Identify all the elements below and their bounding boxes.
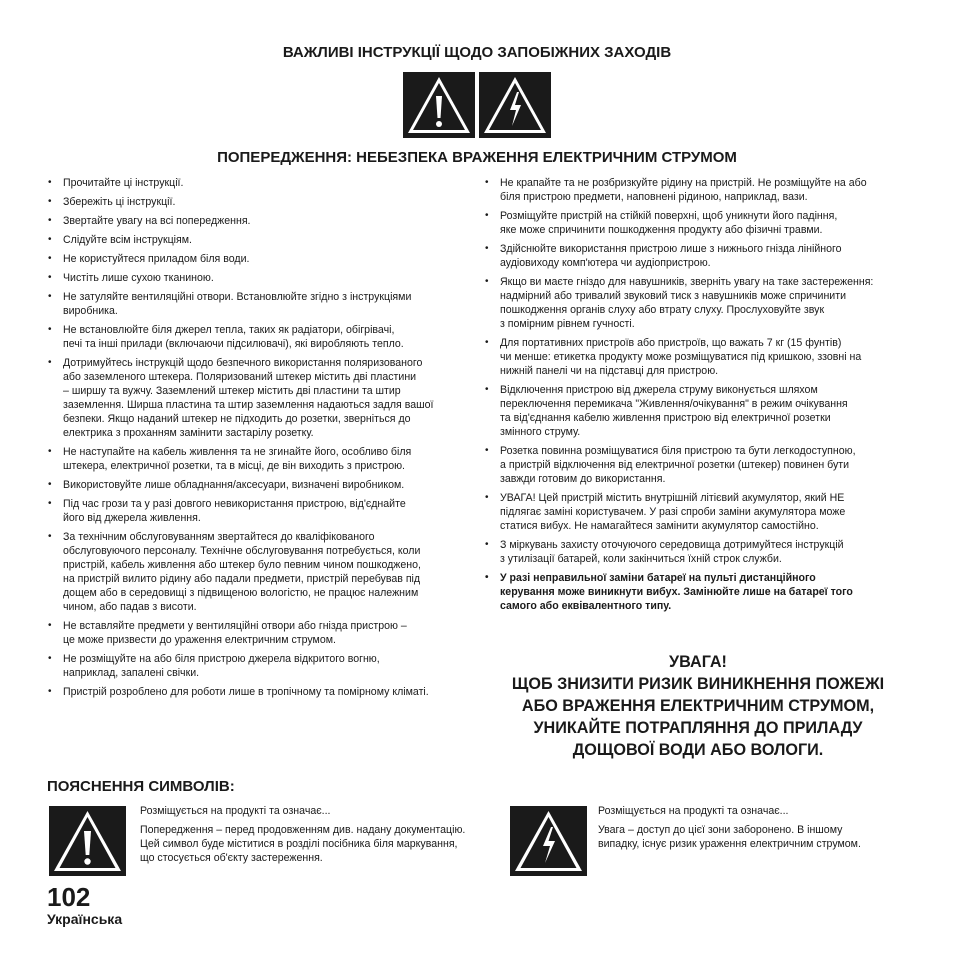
list-item: • Слідуйте всім інструкціям. — [47, 233, 472, 247]
warning-heading: ПОПЕРЕДЖЕННЯ: НЕБЕЗПЕКА ВРАЖЕННЯ ЕЛЕКТРИЧНИМ СТРУМОМ — [217, 149, 737, 166]
list-item: • Прочитайте ці інструкції. — [47, 176, 472, 190]
list-item: • Для портативних пристроїв або пристроїв, що важать 7 кг (15 фунтів) чи менше: етикетка продукту може розміщуватися під кришкою, ззовні на нижній панелі чи на підставці для пристрою. — [484, 336, 904, 378]
list-item: • Відключення пристрою від джерела струму виконується шляхом переключення перемикача "Живлення/очікування" в режим очікування та від'єднання кабелю живлення пристрою від електричної розетки змінного струму. — [484, 383, 904, 439]
list-item: • Якщо ви маєте гніздо для навушників, зверніть увагу на таке застереження: надмірний або тривалий звуковий тиск з навушників може спричинити пошкодження органів слуху або втрату слуху. Прослуховуйте звук з помірним рівнем гучності. — [484, 275, 904, 331]
page-number: 102 — [47, 882, 91, 912]
list-item: • Не наступайте на кабель живлення та не згинайте його, особливо біля штекера, електричної розетки, та в місці, де він виходить з пристрою. — [47, 445, 472, 473]
list-item: • Розміщуйте пристрій на стійкій поверхні, щоб уникнути його падіння, яке може спричинити пошкодження продукту або фізичні травми. — [484, 209, 904, 237]
exclamation-triangle-icon — [49, 806, 126, 876]
list-item: • З міркувань захисту оточуючого середовища дотримуйтеся інструкцій з утилізації батарей, коли закінчиться їхній строк служби. — [484, 538, 904, 566]
caution-block — [484, 651, 912, 761]
legend-exclamation-line2: Попередження – перед продовженням див. надану документацію. Цей символ буде міститися в розділі посібника біля маркування, що стосується об'єкту застереження. — [140, 824, 466, 864]
list-item: • За технічним обслуговуванням звертайтеся до кваліфікованого обслуговуючого персоналу. Технічне обслуговування потребується, коли пристрій, кабель живлення або штекер було певним чином пошкоджено, на пристрій вилито рідину або падали предмети, пристрій перебував під дощем або в середовищі з підвищеною вологістю, не працює належним чином, або падав з висоти. — [47, 530, 472, 614]
list-item: • Не вставляйте предмети у вентиляційні отвори або гнізда пристрою – це може призвести до ураження електричним струмом. — [47, 619, 472, 647]
caution-line: УНИКАЙТЕ ПОТРАПЛЯННЯ ДО ПРИЛАДУ — [533, 719, 863, 737]
legend-exclamation-line1: Розміщується на продукті та означає... — [140, 805, 331, 817]
language-label: Українська — [47, 911, 123, 927]
lightning-triangle-icon — [479, 72, 551, 138]
list-item: • Пристрій розроблено для роботи лише в тропічному та помірному кліматі. — [47, 685, 472, 699]
list-item: • Здійснюйте використання пристрою лише з нижнього гнізда лінійного аудіовиходу комп'ютера чи аудіопристрою. — [484, 242, 904, 270]
battery-warning-item: • У разі неправильної заміни батареї на пульті дистанційного керування може виникнути вибух. Замінюйте лише на батареї того самого або еквівалентного типу. — [484, 571, 904, 613]
list-item: • Не крапайте та не розбризкуйте рідину на пристрій. Не розміщуйте на або біля пристрою предмети, наповнені рідиною, наприклад, вази. — [484, 176, 904, 204]
list-item: • Не користуйтеся приладом біля води. — [47, 252, 472, 266]
right-column — [484, 176, 904, 618]
legend-title: ПОЯСНЕННЯ СИМВОЛІВ: — [47, 778, 235, 795]
caution-line: ЩОБ ЗНИЗИТИ РИЗИК ВИНИКНЕННЯ ПОЖЕЖІ — [511, 675, 885, 693]
list-item: • Розетка повинна розміщуватися біля пристрою та бути легкодоступною, а пристрій відключення від електричної розетки (штекер) повинен бути завжди готовим до використання. — [484, 444, 904, 486]
warning-icons — [403, 72, 551, 138]
list-item: • Не затуляйте вентиляційні отвори. Встановлюйте згідно з інструкціями виробника. — [47, 290, 472, 318]
caution-line: УВАГА! — [669, 653, 727, 671]
caution-line: АБО ВРАЖЕННЯ ЕЛЕКТРИЧНИМ СТРУМОМ, — [521, 697, 875, 715]
list-item: • УВАГА! Цей пристрій містить внутрішній літієвий акумулятор, який НЕ підлягає заміні користувачем. У разі спроби заміни акумулятора може статися вибух. Не намагайтеся замінити акумулятор самостійно. — [484, 491, 904, 533]
list-item: • Не розміщуйте на або біля пристрою джерела відкритого вогню, наприклад, запалені свічки. — [47, 652, 472, 680]
list-item: • Під час грози та у разі довгого невикористання пристрою, від'єднайте його від джерела живлення. — [47, 497, 472, 525]
list-item: • Збережіть ці інструкції. — [47, 195, 472, 209]
list-item: • Звертайте увагу на всі попередження. — [47, 214, 472, 228]
lightning-triangle-icon — [510, 806, 587, 876]
legend-lightning-line1: Розміщується на продукті та означає... — [598, 805, 789, 817]
page-title: ВАЖЛИВІ ІНСТРУКЦІЇ ЩОДО ЗАПОБІЖНИХ ЗАХОДІВ — [282, 44, 672, 61]
caution-line: ДОЩОВОЇ ВОДИ АБО ВОЛОГИ. — [572, 741, 824, 759]
list-item: • Не встановлюйте біля джерел тепла, таких як радіатори, обігрівачі, печі та інші прилади (включаючи підсилювачі), які виробляють тепло. — [47, 323, 472, 351]
list-item: • Використовуйте лише обладнання/аксесуари, визначені виробником. — [47, 478, 472, 492]
exclamation-triangle-icon — [403, 72, 475, 138]
list-item: • Чистіть лише сухою тканиною. — [47, 271, 472, 285]
legend-lightning-text — [598, 804, 908, 856]
left-column — [47, 176, 472, 704]
legend-exclamation-text — [140, 804, 500, 870]
list-item: • Дотримуйтесь інструкцій щодо безпечного використання поляризованого або заземленого штекера. Поляризований штекер містить дві пластини – ширшу та вужчу. Заземлений штекер містить дві пластини та штир заземлення. Ширша пластина та штир заземлення надаються задля вашої безпеки. Якщо наданий штекер не підходить до розетки, зверніться до електрика з проханням замінити застарілу розетку. — [47, 356, 472, 440]
legend-lightning-line2: Увага – доступ до цієї зони заборонено. В іншому випадку, існує ризик ураження електричним струмом. — [598, 824, 861, 850]
